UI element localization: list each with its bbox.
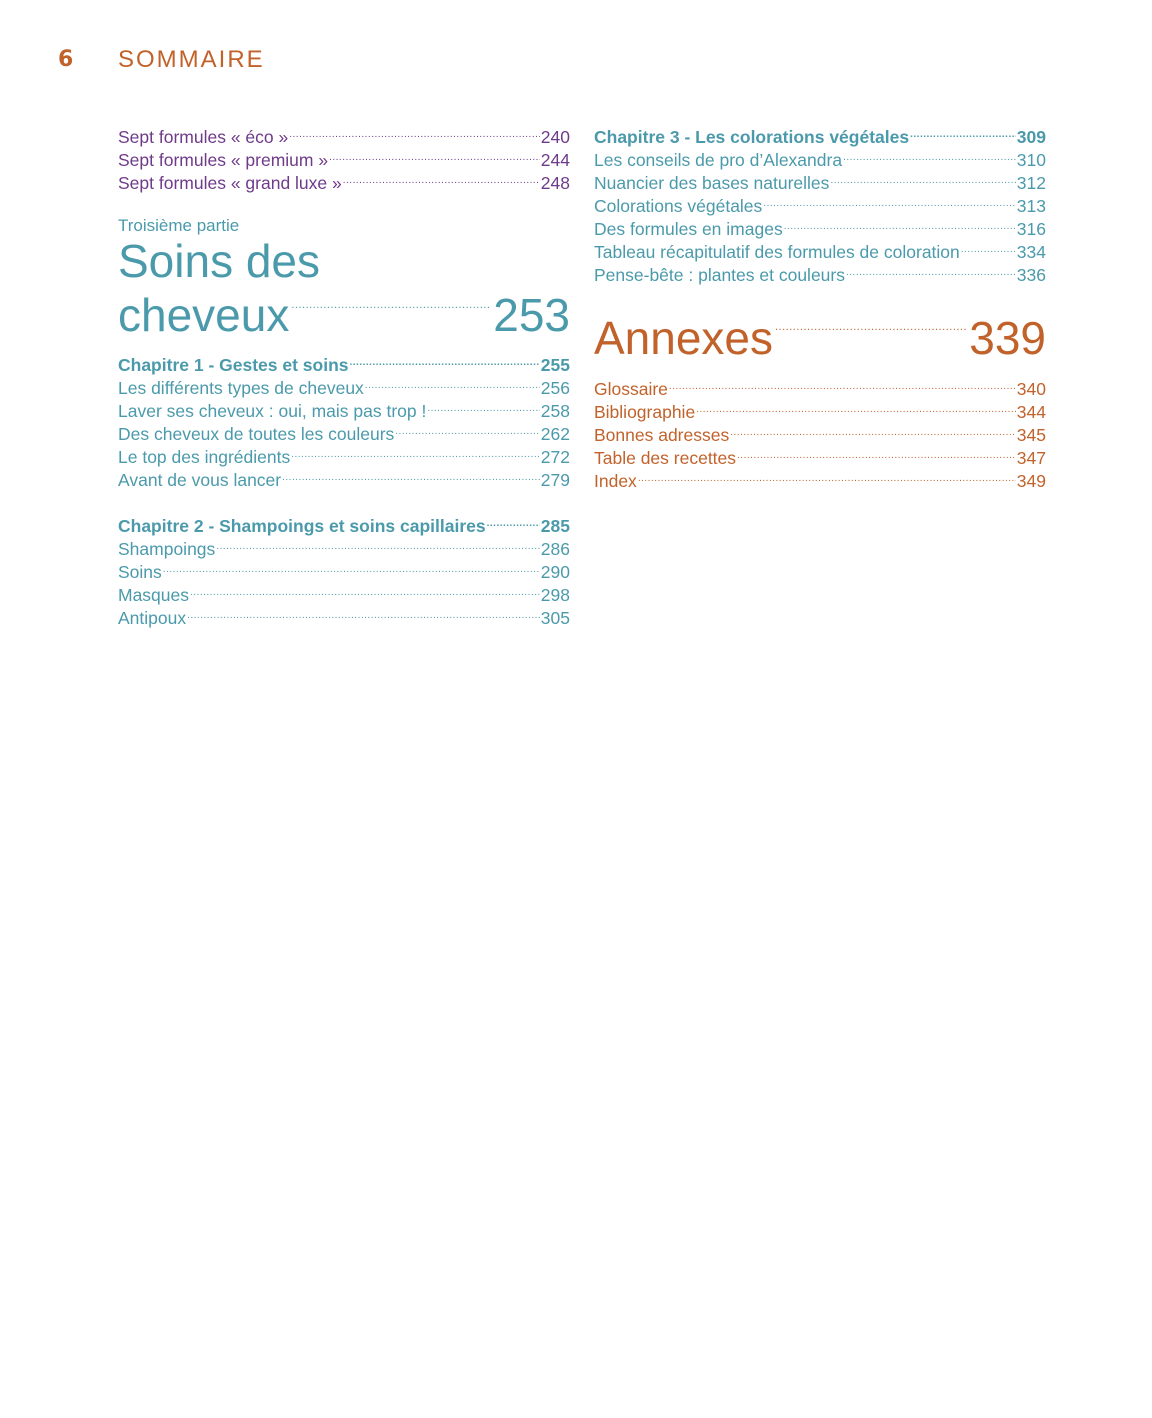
toc-entry[interactable] xyxy=(118,445,570,468)
toc-entry-label: Nuancier des bases naturelles xyxy=(594,172,830,193)
toc-entry-label: Avant de vous lancer xyxy=(118,469,282,490)
toc-entry-bonnes-adresses[interactable] xyxy=(594,423,1046,446)
toc-entry-label: Sept formules « grand luxe » xyxy=(118,172,342,193)
toc-entry-page: 244 xyxy=(540,149,570,170)
toc-entry-page: 312 xyxy=(1016,172,1046,193)
toc-entry-label: Shampoings xyxy=(118,538,216,559)
leader-dots xyxy=(830,171,1015,189)
part-heading-line1: Soins des xyxy=(118,235,321,287)
leader-dots xyxy=(775,308,967,354)
toc-entry-page: 286 xyxy=(540,538,570,559)
toc-entry-label: Sept formules « premium » xyxy=(118,149,329,170)
leader-dots xyxy=(365,376,540,394)
toc-entry[interactable] xyxy=(118,537,570,560)
toc-entry-page: 316 xyxy=(1016,218,1046,239)
chapter-title: Chapitre 3 - Les colorations végétales xyxy=(594,126,910,147)
toc-entry[interactable] xyxy=(118,560,570,583)
part-heading-word: cheveux xyxy=(118,289,290,341)
toc-entry-page: 313 xyxy=(1016,195,1046,216)
chapter-3-heading[interactable] xyxy=(594,125,1046,148)
toc-entry[interactable] xyxy=(118,583,570,606)
annexes-page: 339 xyxy=(969,312,1046,364)
toc-entry-label: Antipoux xyxy=(118,607,187,628)
toc-entry-page: 248 xyxy=(540,172,570,193)
toc-entry[interactable] xyxy=(118,422,570,445)
toc-entry-page: 310 xyxy=(1016,149,1046,170)
toc-entry-eco[interactable] xyxy=(118,125,570,148)
toc-entry-label: Laver ses cheveux : oui, mais pas trop ! xyxy=(118,400,427,421)
toc-left-column xyxy=(118,125,570,629)
toc-entry-label: Les différents types de cheveux xyxy=(118,377,364,398)
leader-dots xyxy=(350,353,540,371)
leader-dots xyxy=(289,125,540,143)
toc-entry-label: Table des recettes xyxy=(594,447,737,468)
toc-entry-label: Colorations végétales xyxy=(594,195,763,216)
toc-entry-page: 258 xyxy=(540,400,570,421)
toc-entry-page: 298 xyxy=(540,584,570,605)
leader-dots xyxy=(669,377,1016,395)
toc-entry-label: Les conseils de pro d’Alexandra xyxy=(594,149,843,170)
toc-entry-page: 336 xyxy=(1016,264,1046,285)
toc-entry[interactable] xyxy=(594,194,1046,217)
toc-entry-label: Des formules en images xyxy=(594,218,783,239)
toc-right-column xyxy=(594,125,1046,492)
toc-entry-label: Index xyxy=(594,470,637,491)
chapter-1-heading[interactable] xyxy=(118,353,570,376)
toc-entry-label: Sept formules « éco » xyxy=(118,126,289,147)
leader-dots xyxy=(395,422,540,440)
leader-dots xyxy=(696,400,1016,418)
leader-dots xyxy=(329,148,540,166)
leader-dots xyxy=(961,240,1016,258)
toc-entry-page: 272 xyxy=(540,446,570,467)
leader-dots xyxy=(730,423,1016,441)
toc-entry-glossaire[interactable] xyxy=(594,377,1046,400)
toc-entry-page: 349 xyxy=(1016,470,1046,491)
toc-entry-label: Le top des ingrédients xyxy=(118,446,291,467)
chapter-title: Chapitre 2 - Shampoings et soins capillaires xyxy=(118,515,486,536)
leader-dots xyxy=(763,194,1016,212)
chapter-page: 309 xyxy=(1016,126,1046,147)
leader-dots xyxy=(784,217,1016,235)
chapter-page: 285 xyxy=(540,515,570,536)
leader-dots xyxy=(291,445,540,463)
chapter-2-heading[interactable] xyxy=(118,514,570,537)
leader-dots xyxy=(343,171,540,189)
toc-entry-page: 305 xyxy=(540,607,570,628)
leader-dots xyxy=(190,583,540,601)
annexes-title: Annexes xyxy=(594,312,774,364)
toc-entry-page: 334 xyxy=(1016,241,1046,262)
toc-entry[interactable] xyxy=(118,606,570,629)
toc-entry-label: Des cheveux de toutes les couleurs xyxy=(118,423,395,444)
leader-dots xyxy=(216,537,540,555)
part-heading-line2 xyxy=(118,285,570,339)
leader-dots xyxy=(427,399,539,417)
leader-dots xyxy=(737,446,1016,464)
toc-entry[interactable] xyxy=(118,468,570,491)
toc-entry-page: 345 xyxy=(1016,424,1046,445)
toc-entry[interactable] xyxy=(118,376,570,399)
page-number: 6 xyxy=(58,47,74,72)
toc-entry-label: Bibliographie xyxy=(594,401,696,422)
leader-dots xyxy=(291,285,491,331)
toc-entry-label: Tableau récapitulatif des formules de coloration xyxy=(594,241,960,262)
chapter-page: 255 xyxy=(540,354,570,375)
toc-entry[interactable] xyxy=(594,263,1046,286)
toc-entry-page: 340 xyxy=(1016,378,1046,399)
annexes-heading[interactable] xyxy=(594,308,1046,363)
leader-dots xyxy=(638,469,1016,487)
leader-dots xyxy=(187,606,540,624)
toc-entry[interactable] xyxy=(594,171,1046,194)
toc-entry-table-recettes[interactable] xyxy=(594,446,1046,469)
toc-entry-label: Pense-bête : plantes et couleurs xyxy=(594,264,845,285)
leader-dots xyxy=(163,560,540,578)
toc-entry-page: 279 xyxy=(540,469,570,490)
toc-entry[interactable] xyxy=(594,217,1046,240)
toc-entry[interactable] xyxy=(118,399,570,422)
toc-entry[interactable] xyxy=(594,240,1046,263)
toc-entry-page: 240 xyxy=(540,126,570,147)
leader-dots xyxy=(910,125,1016,143)
leader-dots xyxy=(843,148,1016,166)
chapter-title: Chapitre 1 - Gestes et soins xyxy=(118,354,349,375)
part-heading[interactable] xyxy=(118,237,570,339)
toc-entry-index[interactable] xyxy=(594,469,1046,492)
toc-entry-label: Soins xyxy=(118,561,162,582)
toc-entry[interactable] xyxy=(594,148,1046,171)
part-label: Troisième partie xyxy=(118,216,240,235)
leader-dots xyxy=(282,468,540,486)
toc-entry-page: 290 xyxy=(540,561,570,582)
toc-entry-bibliographie[interactable] xyxy=(594,400,1046,423)
part-heading-page: 253 xyxy=(493,289,570,341)
toc-entry-page: 344 xyxy=(1016,401,1046,422)
toc-entry-premium[interactable] xyxy=(118,148,570,171)
toc-entry-page: 347 xyxy=(1016,447,1046,468)
section-title: SOMMAIRE xyxy=(118,46,265,73)
toc-entry-label: Masques xyxy=(118,584,190,605)
toc-entry-page: 262 xyxy=(540,423,570,444)
toc-entry-grand-luxe[interactable] xyxy=(118,171,570,194)
toc-entry-label: Bonnes adresses xyxy=(594,424,730,445)
leader-dots xyxy=(846,263,1016,281)
leader-dots xyxy=(487,514,540,532)
toc-entry-label: Glossaire xyxy=(594,378,668,399)
toc-entry-page: 256 xyxy=(540,377,570,398)
